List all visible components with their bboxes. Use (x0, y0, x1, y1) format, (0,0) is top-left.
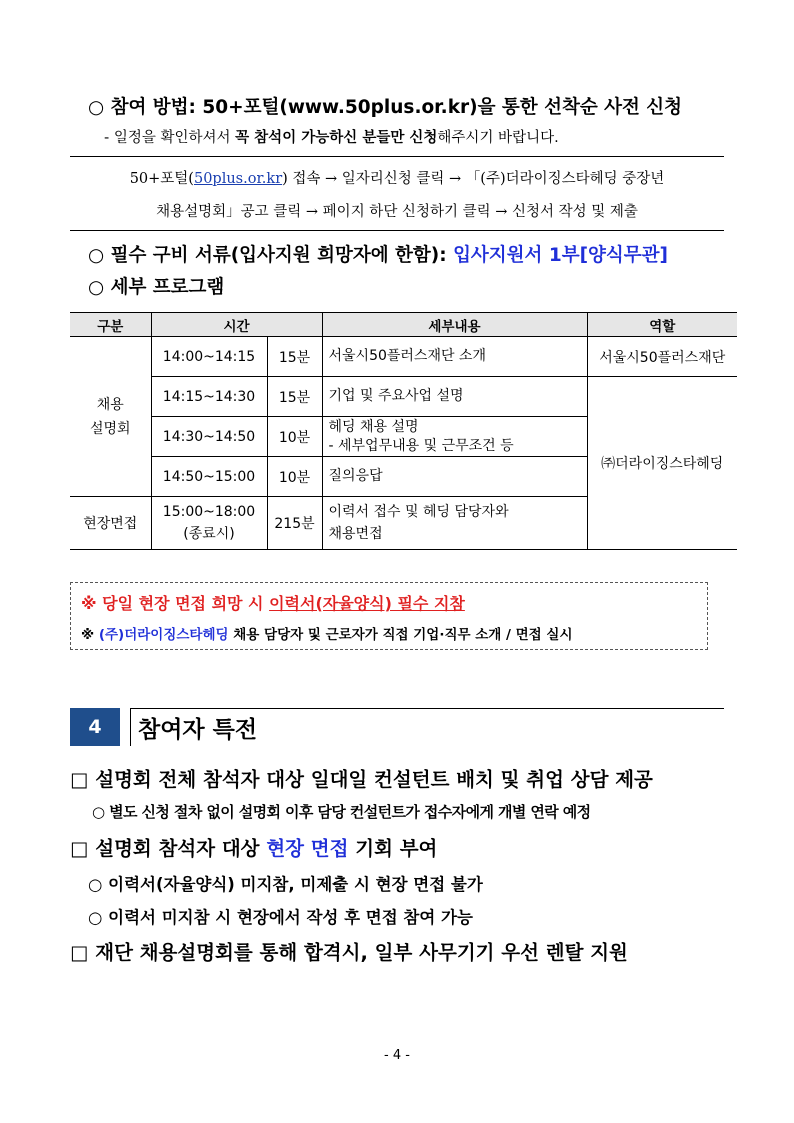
benefit-interview-detail-1 (88, 871, 483, 895)
procedure-line-1 (70, 167, 724, 188)
time-line-2: (종료시) (183, 526, 235, 542)
duration-cell: 215분 (267, 497, 322, 550)
bullet-circle: ○ (88, 875, 103, 894)
benefit-consulting-detail (92, 801, 591, 822)
bullet-circle: ○ (88, 245, 105, 266)
participation-method (88, 93, 682, 119)
benefit-interview-prefix: 설명회 참석자 대상 (95, 837, 267, 860)
time-cell: 14:50~15:00 (151, 457, 267, 497)
time-cell: 14:15~14:30 (151, 377, 267, 417)
bullet-circle: ○ (92, 803, 105, 821)
header-details: 세부내용 (322, 313, 587, 337)
details-cell: 질의응답 (322, 457, 587, 497)
time-line-1: 15:00~18:00 (162, 504, 256, 520)
category-interview: 현장면접 (70, 497, 151, 550)
category-info-line-1: 채용 (96, 396, 124, 413)
time-cell: 14:30~14:50 (151, 417, 267, 457)
program-schedule-table (70, 312, 737, 550)
checkbox-square-icon: □ (70, 837, 89, 860)
duration-cell: 10분 (267, 457, 322, 497)
section-rule-top (130, 708, 724, 709)
procedure-suffix: ) 접속 → 일자리신청 클릭 → 「(주)더라이징스타헤딩 중장년 (282, 171, 665, 187)
section-title: 참여자 특전 (138, 717, 258, 743)
benefit-interview-detail-2-text: 이력서 미지참 시 현장에서 작성 후 면접 참여 가능 (108, 908, 473, 927)
details-cell (322, 417, 587, 457)
header-role: 역할 (587, 313, 737, 337)
notice-2-company: (주)더라이징스타헤딩 (98, 627, 229, 643)
required-documents-label: 필수 구비 서류(입사지원 희망자에 한함): (110, 245, 454, 266)
benefit-consulting-detail-text: 별도 신청 절차 없이 설명회 이후 담당 컨설턴트가 접수자에게 개별 연락 예정 (109, 803, 591, 821)
bullet-circle: ○ (88, 97, 105, 118)
details-line-1: 헤딩 채용 설명 (328, 418, 419, 435)
duration-cell: 10분 (267, 417, 322, 457)
benefit-interview-detail-1-text: 이력서(자율양식) 미지참, 미제출 시 현장 면접 불가 (108, 875, 483, 894)
table-header-row (70, 313, 737, 337)
role-foundation: 서울시50플러스재단 (587, 337, 737, 377)
benefit-consulting (70, 764, 653, 792)
benefit-interview-highlight: 현장 면접 (266, 837, 349, 860)
notice-company-intro (81, 623, 573, 643)
procedure-line-2: 채용설명회」공고 클릭 → 페이지 하단 신청하기 클릭 → 신청서 작성 및 제출 (156, 204, 638, 220)
notice-2-suffix: 채용 담당자 및 근로자가 직접 기업·직무 소개 / 면접 실시 (228, 627, 573, 643)
benefit-interview-detail-2 (88, 904, 473, 928)
participation-method-text: 참여 방법: 50+포털(www.50plus.or.kr)을 통한 선착순 사전 신청 (110, 97, 683, 118)
program-heading (88, 273, 224, 299)
table-row (70, 337, 737, 377)
participation-note (104, 126, 559, 147)
page-number: - 4 - (384, 1048, 410, 1063)
benefit-interview (70, 833, 437, 861)
required-documents-value: 입사지원서 1부[양식무관] (453, 245, 668, 266)
required-documents (88, 241, 668, 267)
table-row (70, 377, 737, 417)
header-category: 구분 (70, 313, 151, 337)
duration-cell: 15분 (267, 377, 322, 417)
duration-cell: 15분 (267, 337, 322, 377)
category-info-line-2: 설명회 (89, 420, 131, 437)
note-prefix: - 일정을 확인하셔서 (104, 130, 236, 146)
program-heading-text: 세부 프로그램 (110, 277, 225, 298)
note-suffix: 해주시기 바랍니다. (437, 130, 559, 146)
role-company: ㈜더라이징스타헤딩 (587, 377, 737, 550)
bullet-circle: ○ (88, 908, 103, 927)
application-procedure-box (70, 156, 724, 231)
checkbox-square-icon: □ (70, 941, 89, 964)
details-cell (322, 497, 587, 550)
notice-2-mark: ※ (81, 627, 99, 643)
notice-interview-requirement (81, 591, 465, 614)
details-cell: 서울시50플러스재단 소개 (322, 337, 587, 377)
details-line-2: 채용면접 (328, 526, 383, 542)
benefit-rental-text: 재단 채용설명회를 통해 합격시, 일부 사무기기 우선 렌탈 지원 (95, 941, 628, 964)
benefit-interview-suffix: 기회 부여 (348, 837, 438, 860)
notice-1-prefix: ※ 당일 현장 면접 희망 시 (81, 594, 270, 613)
details-line-2: - 세부업무내용 및 근무조건 등 (328, 437, 514, 454)
benefit-rental (70, 937, 628, 965)
section-rule-left (130, 708, 131, 746)
details-line-1: 이력서 접수 및 헤딩 담당자와 (328, 504, 509, 520)
section-number-badge: 4 (70, 708, 120, 746)
notice-1-underlined: 이력서(자율양식) 필수 지참 (269, 594, 465, 613)
note-emphasis: 꼭 참석이 가능하신 분들만 신청 (235, 130, 438, 146)
notice-box (70, 582, 708, 650)
details-cell: 기업 및 주요사업 설명 (322, 377, 587, 417)
benefit-consulting-text: 설명회 전체 참석자 대상 일대일 컨설턴트 배치 및 취업 상담 제공 (95, 768, 653, 791)
category-info-session (70, 337, 151, 497)
header-time: 시간 (151, 313, 322, 337)
time-cell (151, 497, 267, 550)
bullet-circle: ○ (88, 277, 105, 298)
checkbox-square-icon: □ (70, 768, 89, 791)
procedure-prefix: 50+포털( (129, 171, 194, 187)
portal-link[interactable]: 50plus.or.kr (193, 171, 283, 187)
time-cell: 14:00~14:15 (151, 337, 267, 377)
